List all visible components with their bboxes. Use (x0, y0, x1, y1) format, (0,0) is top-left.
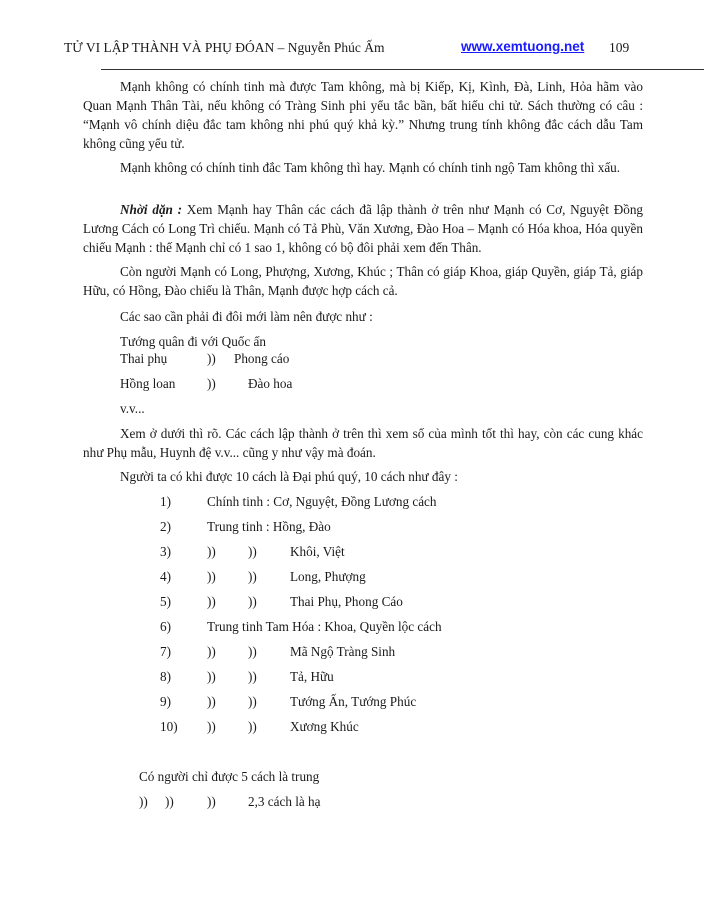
paragraph-6: Xem ở dưới thì rõ. Các cách lập thành ở trên thì xem số của mình tốt thì hay, còn các cung khác như Phụ mẫu, Huynh đệ v.v... cũng y như vậy mà đoán. (83, 426, 643, 460)
list-text: Mã Ngộ Tràng Sinh (290, 644, 396, 659)
footer-mark: )) (139, 794, 148, 809)
pair-2-left: Thai phụ (120, 351, 168, 366)
footer-line-1: Có người chỉ được 5 cách là trung (139, 769, 320, 784)
note-label: Nhời dặn : (120, 202, 183, 217)
list-num: 4) (160, 569, 171, 584)
list-mark: )) (207, 669, 216, 684)
list-num: 5) (160, 594, 171, 609)
list-mark: )) (207, 594, 216, 609)
list-mark: )) (207, 719, 216, 734)
footer-mark: )) (165, 794, 174, 809)
pair-line-1: Tướng quân đi với Quốc ấn (120, 334, 266, 349)
list-num: 3) (160, 544, 171, 559)
pair-2-right: Phong cáo (234, 351, 290, 366)
list-text: Khôi, Việt (290, 544, 345, 559)
list-num: 2) (160, 519, 171, 534)
list-mark: )) (207, 569, 216, 584)
paragraph-7: Người ta có khi được 10 cách là Đại phú quý, 10 cách như đây : (120, 469, 458, 484)
list-mark: )) (207, 644, 216, 659)
header-title: TỬ VI LẬP THÀNH VÀ PHỤ ĐÓAN – Nguyễn Phúc Ấm (64, 40, 385, 55)
header-rule (101, 69, 704, 70)
list-mark: )) (248, 669, 257, 684)
list-text: Trung tinh : Hồng, Đào (207, 519, 331, 534)
paragraph-4: Còn người Mạnh có Long, Phượng, Xương, Khúc ; Thân có giáp Khoa, giáp Quyền, giáp Tả, giáp Hữu, có Hồng, Đào chiếu là Thân, Mạnh được hợp cách cả. (83, 264, 643, 298)
list-text: Thai Phụ, Phong Cáo (290, 594, 403, 609)
pair-etc: v.v... (120, 401, 145, 416)
paragraph-5: Các sao cần phải đi đôi mới làm nên được như : (120, 309, 373, 324)
footer-line-2: 2,3 cách là hạ (248, 794, 321, 809)
page-number: 109 (609, 40, 630, 55)
paragraph-3: Nhời dặn : Xem Mạnh hay Thân các cách đã lập thành ở trên như Mạnh có Cơ, Nguyệt Đồng Lương Cách có Long Trì chiếu. Mạnh có Tả Phù, Văn Xương, Đào Hoa – Mạnh có Hóa khoa, Hóa quyền chiếu Mạnh : thế Mạnh chỉ có 1 sao 1, không có bộ đôi phải xem đến Thân. (83, 202, 644, 255)
page-header (64, 40, 644, 60)
list-text: Tả, Hữu (290, 669, 334, 684)
list-text: Trung tinh Tam Hóa : Khoa, Quyền lộc cách (207, 619, 442, 634)
list-mark: )) (248, 594, 257, 609)
list-text: Long, Phượng (290, 569, 366, 584)
list-num: 9) (160, 694, 171, 709)
list-num: 1) (160, 494, 171, 509)
website-link[interactable]: www.xemtuong.net (461, 39, 585, 54)
pair-2-mark: )) (207, 351, 216, 366)
list-text: Xương Khúc (290, 719, 359, 734)
footer-mark: )) (207, 794, 216, 809)
pair-3-right: Đào hoa (248, 376, 293, 391)
list-mark: )) (248, 644, 257, 659)
list-mark: )) (207, 544, 216, 559)
list-mark: )) (248, 544, 257, 559)
list-text: Tướng Ấn, Tướng Phúc (290, 694, 417, 709)
list-text: Chính tinh : Cơ, Nguyệt, Đồng Lương cách (207, 494, 437, 509)
list-mark: )) (248, 694, 257, 709)
list-num: 8) (160, 669, 171, 684)
paragraph-2: Mạnh không có chính tinh đắc Tam không thì hay. Mạnh có chính tinh ngộ Tam không thì xấu. (120, 160, 621, 175)
list-mark: )) (248, 719, 257, 734)
list-mark: )) (248, 569, 257, 584)
list-num: 6) (160, 619, 171, 634)
list-mark: )) (207, 694, 216, 709)
pair-3-mark: )) (207, 376, 216, 391)
paragraph-1: Mạnh không có chính tinh mà được Tam không, mà bị Kiếp, Kị, Kình, Đà, Linh, Hỏa hãm vào Quan Mạnh Thân Tài, nếu không có Tràng Sinh phi yểu tắc bần, bất hiếu chi tử. Sách thường có câu : “Mạnh vô chính diệu đắc tam không nhi phú quý khả kỳ.” Nhưng trung tính không đắc cách dẫu Tam không cũng yểu tử. (83, 79, 643, 151)
pair-3-left: Hồng loan (120, 376, 176, 391)
list-num: 10) (160, 719, 178, 734)
list-num: 7) (160, 644, 171, 659)
